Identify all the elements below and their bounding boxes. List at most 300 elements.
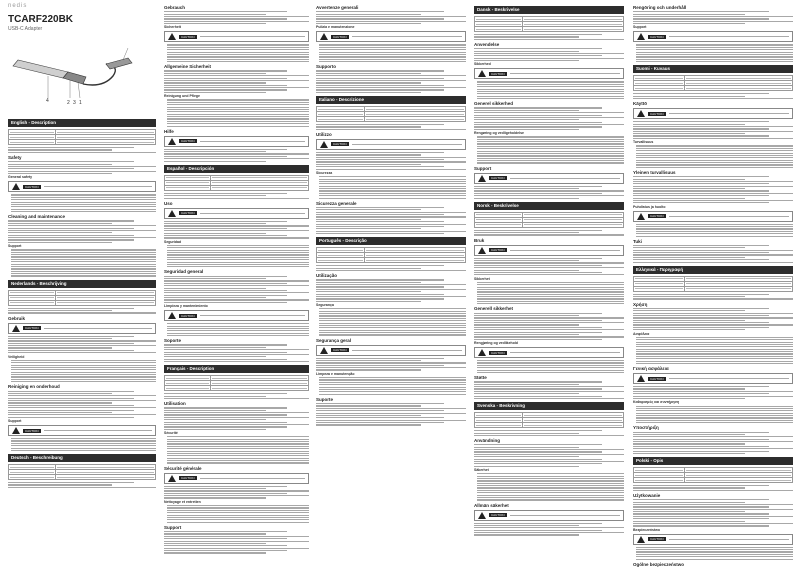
text-line bbox=[167, 517, 309, 518]
language-section-header: English - Description bbox=[8, 119, 156, 127]
text-line bbox=[8, 225, 156, 226]
text-line bbox=[167, 109, 309, 110]
text-line bbox=[316, 124, 444, 125]
spec-table bbox=[164, 375, 309, 391]
text-line bbox=[316, 228, 421, 229]
text-line bbox=[636, 236, 793, 237]
text-line bbox=[636, 346, 793, 347]
text-line bbox=[167, 451, 309, 452]
section-heading: Generel sikkerhed bbox=[474, 101, 514, 107]
text-line bbox=[474, 532, 624, 533]
table-cell bbox=[165, 185, 211, 190]
text-line bbox=[164, 280, 309, 281]
text-line bbox=[633, 200, 793, 201]
text-line bbox=[11, 261, 156, 262]
text-line bbox=[474, 122, 602, 123]
text-line bbox=[474, 454, 624, 455]
text-line bbox=[8, 336, 134, 337]
warning-triangle-icon bbox=[637, 375, 645, 382]
warning-triangle-icon bbox=[168, 312, 176, 319]
text-line bbox=[633, 250, 793, 251]
text-line bbox=[164, 497, 266, 498]
text-line bbox=[319, 47, 466, 48]
section-heading: Seguridad general bbox=[164, 269, 204, 275]
text-line bbox=[167, 507, 309, 508]
text-line bbox=[474, 258, 602, 259]
text-line bbox=[636, 47, 793, 48]
text-line bbox=[164, 422, 287, 423]
section-heading: Limpieza y mantenimiento bbox=[164, 304, 208, 309]
text-line bbox=[633, 179, 745, 180]
text-line bbox=[319, 176, 466, 177]
column-5 bbox=[633, 0, 793, 567]
text-line bbox=[11, 367, 156, 368]
caution-box bbox=[633, 31, 793, 42]
table-cell bbox=[165, 386, 211, 391]
text-line bbox=[636, 153, 793, 154]
text-line bbox=[477, 473, 624, 474]
table-cell bbox=[684, 286, 792, 291]
spec-table bbox=[316, 106, 466, 122]
text-line bbox=[316, 212, 466, 213]
text-line bbox=[319, 325, 466, 326]
text-line bbox=[633, 176, 769, 177]
spec-table bbox=[474, 16, 624, 32]
text-line bbox=[474, 34, 602, 35]
text-line bbox=[474, 48, 602, 49]
text-line bbox=[636, 224, 793, 225]
text-line bbox=[316, 207, 444, 208]
text-line bbox=[474, 317, 624, 318]
text-line bbox=[636, 554, 793, 555]
caution-box bbox=[474, 245, 624, 256]
text-line bbox=[633, 133, 745, 134]
section-heading: Käyttö bbox=[633, 101, 648, 107]
text-line bbox=[164, 278, 266, 279]
text-line bbox=[316, 14, 421, 15]
text-line bbox=[636, 233, 793, 234]
text-line bbox=[316, 233, 444, 234]
text-line bbox=[167, 462, 309, 463]
text-line bbox=[316, 11, 444, 12]
section-heading: Yleinen turvallisuus bbox=[633, 169, 676, 175]
text-line bbox=[319, 311, 466, 312]
text-line bbox=[316, 154, 421, 155]
table-cell bbox=[684, 478, 792, 483]
language-section-header: Italiano - Descrizione bbox=[316, 96, 466, 104]
text-line bbox=[633, 506, 769, 507]
text-line bbox=[474, 459, 602, 460]
section-heading: Nettoyage et entretien bbox=[164, 499, 201, 504]
text-line bbox=[316, 75, 466, 76]
text-line bbox=[319, 315, 466, 316]
text-line bbox=[633, 504, 793, 505]
text-line bbox=[474, 195, 624, 196]
text-line bbox=[167, 446, 309, 447]
text-line bbox=[164, 73, 266, 74]
text-line bbox=[167, 54, 309, 55]
text-line bbox=[8, 395, 156, 396]
text-line bbox=[167, 52, 309, 53]
text-line bbox=[474, 320, 602, 321]
text-line bbox=[636, 155, 793, 156]
text-line bbox=[477, 136, 624, 137]
text-line bbox=[474, 396, 602, 397]
text-line bbox=[474, 234, 624, 235]
text-line bbox=[474, 523, 602, 524]
language-section-header: Español - Descripción bbox=[164, 165, 309, 173]
section-heading: Støtte bbox=[474, 375, 487, 381]
section-heading: Avvertenze generali bbox=[316, 5, 359, 10]
text-line bbox=[164, 21, 309, 22]
text-line bbox=[316, 413, 466, 414]
text-line bbox=[633, 98, 793, 99]
text-line bbox=[11, 199, 156, 200]
text-line bbox=[319, 332, 466, 333]
text-line bbox=[474, 313, 602, 314]
text-line bbox=[164, 292, 309, 293]
section-heading: Utilizzo bbox=[316, 131, 332, 137]
text-line bbox=[633, 453, 745, 454]
text-line bbox=[8, 171, 156, 172]
text-line bbox=[633, 135, 769, 136]
table-cell bbox=[56, 475, 156, 480]
text-line bbox=[164, 161, 266, 162]
text-line bbox=[167, 252, 309, 253]
table-cell bbox=[9, 140, 56, 145]
text-line bbox=[316, 279, 444, 280]
text-line bbox=[477, 483, 624, 484]
text-line bbox=[636, 551, 793, 552]
text-line bbox=[474, 336, 624, 337]
language-section-header: Svenska - Beskrivning bbox=[474, 402, 624, 410]
language-section-header: Dansk - Beskrivelse bbox=[474, 6, 624, 14]
text-line bbox=[477, 291, 624, 292]
text-line bbox=[319, 54, 466, 55]
text-line bbox=[167, 519, 309, 520]
caution-box bbox=[633, 534, 793, 545]
text-line bbox=[474, 190, 624, 191]
caution-label: CAUTION bbox=[181, 313, 195, 318]
text-line bbox=[319, 49, 466, 50]
spec-table bbox=[633, 276, 793, 292]
text-line bbox=[164, 75, 309, 76]
text-line bbox=[474, 327, 602, 328]
section-heading: Utilização bbox=[316, 273, 338, 279]
warning-triangle-icon bbox=[168, 210, 176, 217]
text-line bbox=[319, 313, 466, 314]
text-line bbox=[474, 51, 579, 52]
text-line bbox=[164, 299, 309, 300]
section-heading: Supporto bbox=[316, 64, 336, 70]
text-line bbox=[319, 179, 466, 180]
text-line bbox=[167, 458, 309, 459]
text-line bbox=[8, 391, 134, 392]
caution-label: CAUTION bbox=[181, 34, 195, 39]
text-line bbox=[633, 245, 769, 246]
caution-box bbox=[474, 173, 624, 184]
text-line bbox=[636, 361, 793, 362]
text-line bbox=[636, 226, 793, 227]
section-heading: Gebrauch bbox=[164, 5, 186, 10]
text-line bbox=[316, 159, 444, 160]
text-line bbox=[477, 146, 624, 147]
text-line bbox=[167, 460, 309, 461]
text-line bbox=[8, 149, 112, 150]
text-line bbox=[11, 360, 156, 361]
column-4 bbox=[474, 0, 624, 567]
warning-triangle-icon bbox=[168, 475, 176, 482]
text-line bbox=[474, 332, 602, 333]
text-line bbox=[316, 214, 444, 215]
text-line bbox=[474, 107, 602, 108]
text-line bbox=[633, 525, 769, 526]
text-line bbox=[636, 415, 793, 416]
caution-label: CAUTION bbox=[650, 111, 664, 116]
text-line bbox=[11, 379, 156, 380]
text-line bbox=[474, 530, 602, 531]
language-section-header: Nederlands - Beschrijving bbox=[8, 280, 156, 288]
text-line bbox=[319, 394, 466, 395]
text-line bbox=[319, 389, 466, 390]
text-line bbox=[316, 21, 466, 22]
section-heading: Support bbox=[164, 524, 182, 530]
table-row bbox=[165, 185, 309, 190]
text-line bbox=[474, 386, 624, 387]
text-line bbox=[167, 522, 309, 523]
text-line bbox=[636, 413, 793, 414]
text-line bbox=[11, 194, 156, 195]
text-line bbox=[316, 80, 466, 81]
text-line bbox=[633, 523, 793, 524]
section-heading: Gebruik bbox=[8, 315, 26, 321]
text-line bbox=[477, 96, 624, 97]
text-line bbox=[636, 342, 793, 343]
table-cell bbox=[9, 475, 56, 480]
table-row bbox=[9, 475, 156, 480]
text-line bbox=[474, 381, 602, 382]
text-line bbox=[164, 429, 266, 430]
text-line bbox=[477, 298, 624, 299]
text-line bbox=[11, 202, 156, 203]
section-heading: Rengøring og vedligeholdelse bbox=[474, 131, 524, 136]
text-line bbox=[8, 400, 156, 401]
text-line bbox=[164, 156, 287, 157]
text-line bbox=[319, 190, 466, 191]
warning-triangle-icon bbox=[637, 213, 645, 220]
caution-label: CAUTION bbox=[181, 139, 195, 144]
text-line bbox=[164, 233, 266, 234]
text-line bbox=[636, 363, 793, 364]
text-line bbox=[474, 60, 579, 61]
text-line bbox=[633, 193, 793, 194]
text-line bbox=[633, 124, 745, 125]
text-line bbox=[319, 318, 466, 319]
text-line bbox=[474, 55, 602, 56]
text-line bbox=[477, 141, 624, 142]
text-line bbox=[636, 356, 793, 357]
text-line bbox=[316, 231, 466, 232]
text-line bbox=[164, 198, 309, 199]
text-line bbox=[477, 93, 624, 94]
text-line bbox=[633, 121, 769, 122]
text-line bbox=[477, 151, 624, 152]
table-cell bbox=[317, 258, 365, 263]
text-line bbox=[167, 126, 309, 127]
text-line bbox=[164, 486, 287, 487]
text-line bbox=[474, 388, 602, 389]
section-heading: Säkerhet bbox=[474, 468, 489, 472]
text-line bbox=[316, 298, 444, 299]
text-line bbox=[474, 36, 579, 37]
text-line bbox=[316, 417, 444, 418]
text-line bbox=[474, 334, 579, 335]
section-heading: Sicurezza bbox=[316, 170, 333, 175]
text-line bbox=[164, 536, 309, 537]
text-line bbox=[167, 121, 309, 122]
caution-box bbox=[316, 139, 466, 150]
callout-4: 4 bbox=[46, 98, 49, 104]
text-line bbox=[633, 11, 769, 12]
text-line bbox=[477, 301, 624, 302]
text-line bbox=[164, 80, 309, 81]
text-line bbox=[636, 406, 793, 407]
spec-table bbox=[633, 75, 793, 91]
caution-box bbox=[164, 31, 309, 42]
text-line bbox=[164, 412, 309, 413]
brand-logo: nedis bbox=[8, 3, 28, 9]
text-line bbox=[633, 188, 745, 189]
text-line bbox=[11, 443, 156, 444]
text-line bbox=[164, 419, 266, 420]
spec-table bbox=[474, 412, 624, 428]
spec-table bbox=[8, 290, 156, 306]
text-line bbox=[636, 167, 793, 168]
table-cell bbox=[56, 140, 156, 145]
text-line bbox=[474, 124, 624, 125]
section-heading: Sicherheit bbox=[164, 25, 181, 30]
text-line bbox=[8, 347, 112, 348]
text-line bbox=[164, 85, 287, 86]
text-line bbox=[474, 449, 624, 450]
caution-box bbox=[474, 347, 624, 358]
text-line bbox=[636, 44, 793, 45]
text-line bbox=[316, 282, 421, 283]
text-line bbox=[633, 324, 793, 325]
text-line bbox=[319, 382, 466, 383]
text-line bbox=[474, 456, 579, 457]
text-line bbox=[11, 254, 156, 255]
text-line bbox=[633, 308, 769, 309]
text-line bbox=[633, 254, 793, 255]
text-line bbox=[164, 398, 309, 399]
text-line bbox=[477, 495, 624, 496]
text-line bbox=[167, 61, 309, 62]
text-line bbox=[636, 148, 793, 149]
text-line bbox=[11, 268, 156, 269]
text-line bbox=[164, 361, 309, 362]
text-line bbox=[633, 327, 769, 328]
warning-triangle-icon bbox=[12, 183, 20, 190]
text-line bbox=[477, 98, 624, 99]
text-line bbox=[8, 482, 134, 483]
text-line bbox=[167, 510, 309, 511]
spec-table bbox=[8, 129, 156, 145]
column-2 bbox=[164, 0, 309, 567]
text-line bbox=[477, 155, 624, 156]
text-line bbox=[633, 247, 745, 248]
text-line bbox=[319, 56, 466, 57]
text-line bbox=[11, 206, 156, 207]
text-line bbox=[316, 362, 466, 363]
text-line bbox=[316, 224, 466, 225]
text-line bbox=[633, 21, 793, 22]
text-line bbox=[633, 259, 769, 260]
text-line bbox=[477, 153, 624, 154]
text-line bbox=[636, 160, 793, 161]
text-line bbox=[477, 143, 624, 144]
text-line bbox=[8, 345, 156, 346]
text-line bbox=[633, 329, 745, 330]
text-line bbox=[167, 330, 309, 331]
text-line bbox=[167, 328, 309, 329]
text-line bbox=[8, 232, 112, 233]
caution-box bbox=[474, 510, 624, 521]
text-line bbox=[477, 372, 624, 373]
text-line bbox=[11, 197, 156, 198]
text-line bbox=[316, 209, 421, 210]
section-heading: Allmän säkerhet bbox=[474, 502, 509, 508]
text-line bbox=[8, 393, 112, 394]
text-line bbox=[633, 518, 769, 519]
text-line bbox=[164, 354, 309, 355]
warning-triangle-icon bbox=[478, 349, 486, 356]
text-line bbox=[167, 102, 309, 103]
text-line bbox=[633, 186, 793, 187]
text-line bbox=[477, 86, 624, 87]
text-line bbox=[477, 287, 624, 288]
product-subtitle: USB-C Adapter bbox=[8, 26, 43, 32]
text-line bbox=[11, 440, 156, 441]
text-line bbox=[316, 301, 421, 302]
section-heading: Support bbox=[474, 165, 492, 171]
text-line bbox=[636, 358, 793, 359]
table-row bbox=[634, 86, 793, 91]
warning-triangle-icon bbox=[637, 110, 645, 117]
caution-label: CAUTION bbox=[25, 326, 39, 331]
text-line bbox=[8, 166, 156, 167]
text-line bbox=[167, 436, 309, 437]
text-line bbox=[474, 270, 579, 271]
text-line bbox=[474, 391, 624, 392]
text-line bbox=[477, 303, 624, 304]
text-line bbox=[316, 415, 421, 416]
table-row bbox=[634, 478, 793, 483]
text-line bbox=[164, 297, 266, 298]
text-line bbox=[164, 14, 266, 15]
table-cell bbox=[56, 300, 156, 305]
text-line bbox=[167, 114, 309, 115]
section-heading: Sécurité bbox=[164, 431, 178, 436]
caution-label: CAUTION bbox=[491, 350, 505, 355]
section-heading: Χρήση bbox=[633, 301, 648, 307]
caution-label: CAUTION bbox=[491, 513, 505, 517]
text-line bbox=[474, 315, 579, 316]
warning-triangle-icon bbox=[320, 347, 328, 354]
caution-label: CAUTION bbox=[650, 214, 664, 219]
table-cell bbox=[364, 258, 465, 263]
text-line bbox=[164, 89, 287, 90]
